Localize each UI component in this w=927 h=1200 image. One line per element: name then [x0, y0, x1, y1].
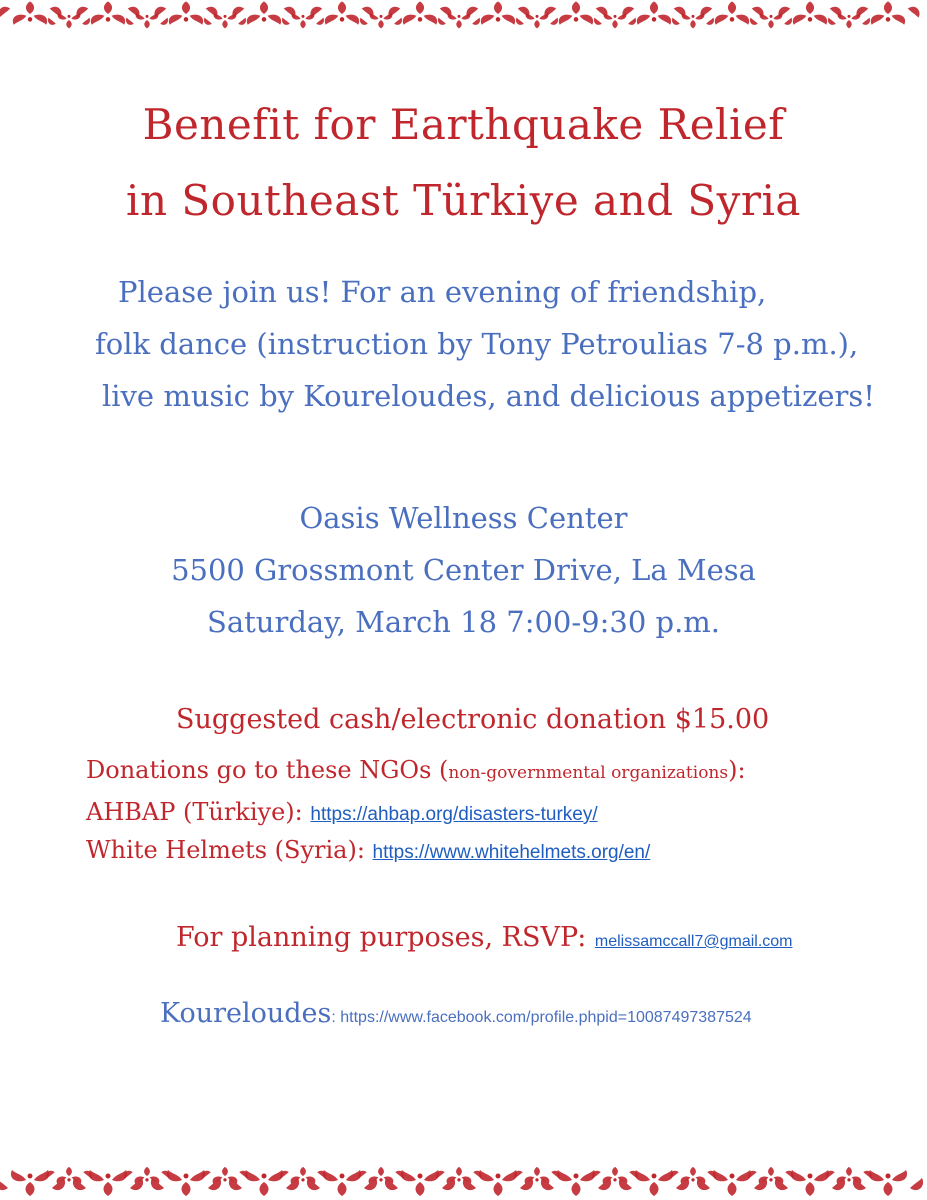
- ahbap-label: AHBAP (Türkiye):: [86, 798, 311, 826]
- ornament-motif: [750, 13, 792, 29]
- event-datetime: Saturday, March 18 7:00-9:30 p.m.: [206, 605, 721, 639]
- intro-line-1: Please join us! For an evening of friendship,: [118, 275, 767, 309]
- ornament-motif: [670, 1167, 716, 1184]
- white-helmets-label: White Helmets (Syria):: [86, 836, 373, 864]
- ornament-motif: [151, 1170, 221, 1196]
- ornament-motif: [202, 1167, 248, 1184]
- ornament-motif: [775, 1170, 845, 1196]
- decorative-border-bottom: [0, 1154, 927, 1200]
- ornament-motif: [619, 1170, 689, 1196]
- ornament-motif: [748, 1167, 794, 1184]
- ornament-motif: [282, 13, 324, 29]
- ornament-motif: [280, 1167, 326, 1184]
- title-line-1: Benefit for Earthquake Relief: [142, 100, 785, 149]
- ornament-motif: [516, 13, 558, 29]
- ornament-motif: [541, 1170, 611, 1196]
- ornament-motif: [0, 1170, 65, 1196]
- decorative-border-top: [0, 0, 927, 36]
- ornament-motif: [73, 1170, 143, 1196]
- ornament-motif: [853, 1170, 923, 1196]
- ornament-motif: [826, 1167, 872, 1184]
- band-row: [160, 1000, 752, 1027]
- ornament-motif: [438, 13, 480, 29]
- intro-line-2: folk dance (instruction by Tony Petroulias 7-8 p.m.),: [95, 327, 859, 361]
- ngo-intro-text: Donations go to these NGOs (: [86, 756, 449, 784]
- band-label: Koureloudes: [160, 998, 332, 1029]
- rsvp-row: [176, 924, 793, 951]
- ornament-motif: [307, 1170, 377, 1196]
- ornament-motif: [594, 13, 636, 29]
- white-helmets-row: [86, 838, 650, 862]
- ornament-motif: [592, 1167, 638, 1184]
- venue-address: 5500 Grossmont Center Drive, La Mesa: [171, 553, 756, 587]
- ornament-motif: [124, 1167, 170, 1184]
- title-line-2: in Southeast Türkiye and Syria: [126, 176, 801, 225]
- ngo-note: non-governmental organizations: [448, 763, 729, 783]
- band-separator: :: [331, 1009, 341, 1026]
- ahbap-row: [86, 800, 598, 824]
- venue-name: Oasis Wellness Center: [299, 501, 628, 535]
- ahbap-link[interactable]: https://ahbap.org/disasters-turkey/: [310, 804, 598, 825]
- ornament-motif: [672, 13, 714, 29]
- ornament-motif: [360, 13, 402, 29]
- ornament-motif: [46, 1167, 92, 1184]
- rsvp-label: For planning purposes, RSVP:: [176, 922, 595, 953]
- ornament-motif: [436, 1167, 482, 1184]
- ornament-motif: [697, 1170, 767, 1196]
- ornament-motif: [514, 1167, 560, 1184]
- ornament-motif: [385, 1170, 455, 1196]
- ornament-motif: [358, 1167, 404, 1184]
- ornament-motif: [204, 13, 246, 29]
- ornament-motif: [126, 13, 168, 29]
- intro-line-3: live music by Koureloudes, and delicious appetizers!: [102, 379, 875, 413]
- ornament-motif: [48, 13, 90, 29]
- white-helmets-link[interactable]: https://www.whitehelmets.org/en/: [372, 842, 651, 863]
- ornament-motif: [229, 1170, 299, 1196]
- ornament-motif: [828, 13, 870, 29]
- ornament-motif: [463, 1170, 533, 1196]
- ngo-close: ):: [728, 756, 746, 784]
- suggested-donation: Suggested cash/electronic donation $15.00: [176, 704, 770, 735]
- band-facebook-url: https://www.facebook.com/profile.phpid=10087497387524: [340, 1009, 752, 1026]
- ngo-intro: [86, 758, 746, 782]
- rsvp-email-link[interactable]: melissamccall7@gmail.com: [594, 933, 793, 950]
